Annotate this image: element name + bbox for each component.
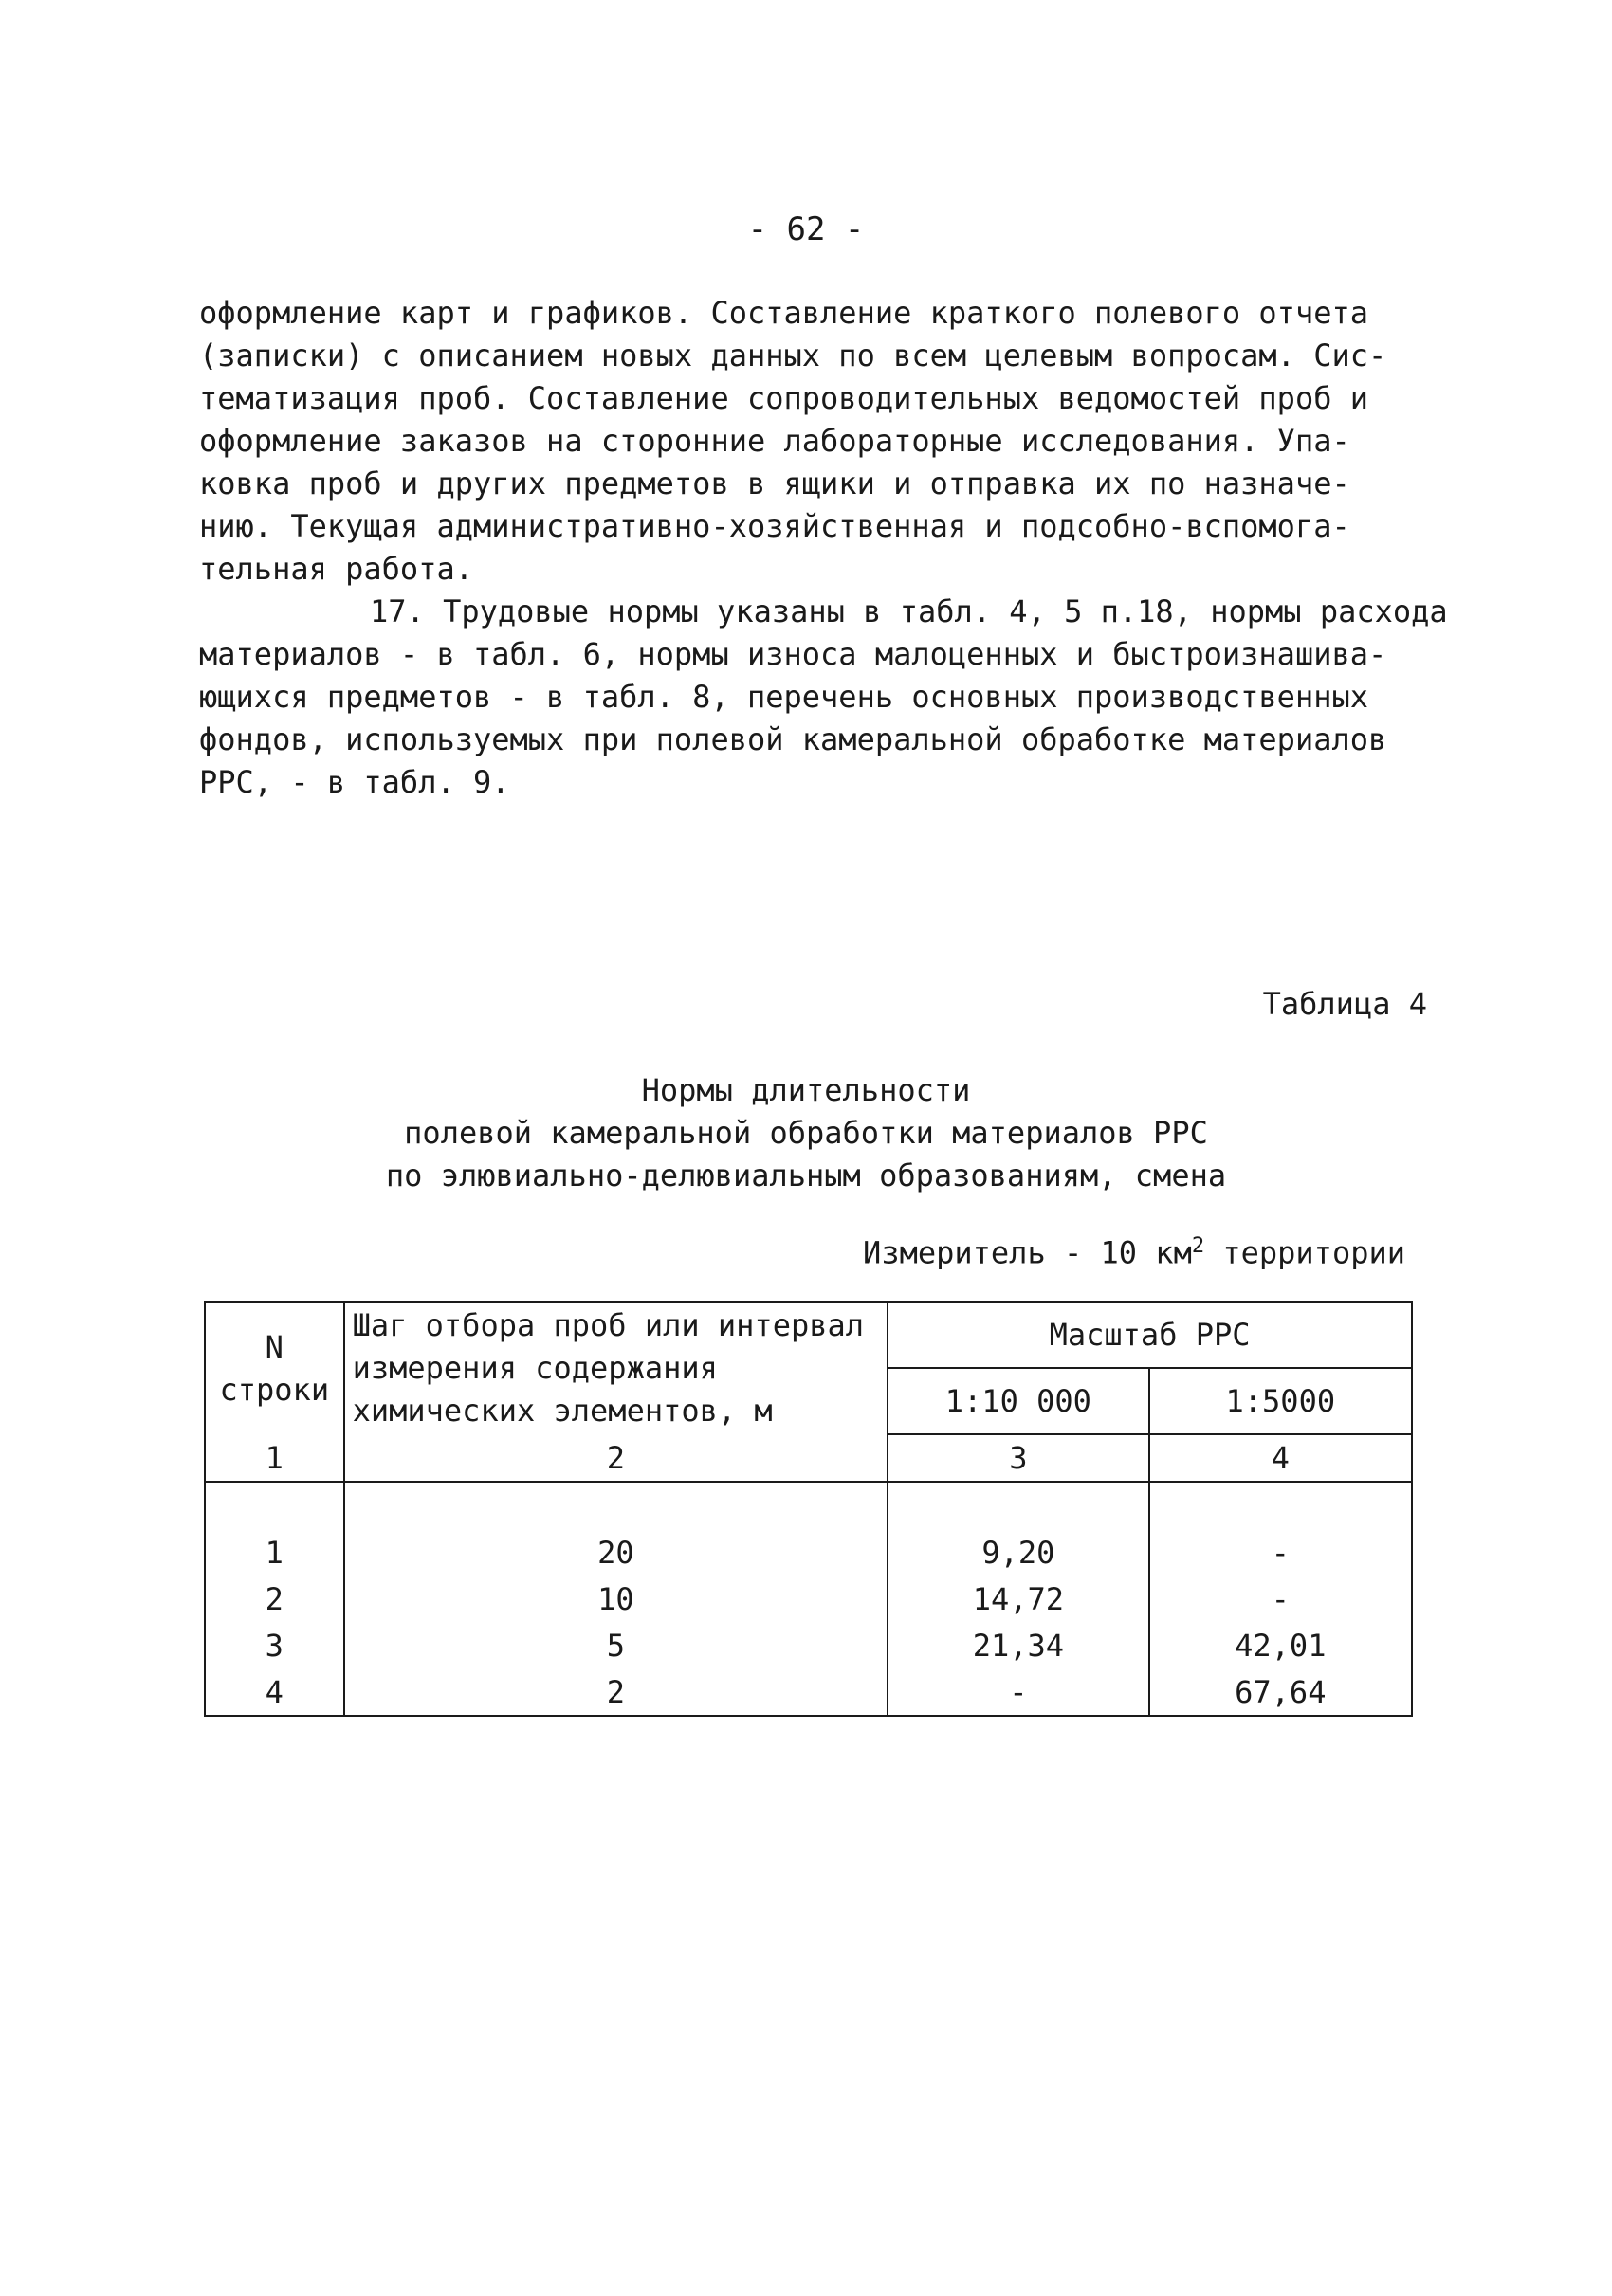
table-label: Таблица 4: [1262, 986, 1427, 1022]
cell-scale-5000: -: [1149, 1576, 1412, 1622]
cell-scale-5000: 42,01: [1149, 1622, 1412, 1668]
column-number: 3: [888, 1434, 1148, 1482]
cell-step: 2: [344, 1668, 888, 1716]
cell-scale-5000: 67,64: [1149, 1668, 1412, 1716]
page-number: - 62 -: [747, 210, 865, 248]
text-line: 17. Трудовые нормы указаны в табл. 4, 5 п.18, нормы расхода: [370, 593, 1448, 629]
header-scale-10000: 1:10 000: [888, 1368, 1148, 1434]
table-title: [0, 1069, 1612, 1197]
text-line: ющихся предметов - в табл. 8, перечень основных производственных: [199, 679, 1368, 715]
text-line: нию. Текущая административно-хозяйственная и подсобно-вспомога-: [199, 508, 1350, 544]
table-row: [205, 1622, 1412, 1668]
cell-step: 20: [344, 1529, 888, 1576]
cell-row-number: 1: [205, 1529, 344, 1576]
cell-step: 5: [344, 1622, 888, 1668]
cell-scale-5000: -: [1149, 1529, 1412, 1576]
table-measure-unit: [863, 1234, 1405, 1271]
text-line: материалов - в табл. 6, нормы износа малоценных и быстроизнашива-: [199, 636, 1387, 672]
table-row: [205, 1576, 1412, 1622]
empty-cell: [888, 1482, 1148, 1529]
body-text-paragraph-2: [199, 591, 1448, 804]
cell-step: 10: [344, 1576, 888, 1622]
cell-scale-10000: -: [888, 1668, 1148, 1716]
cell-scale-10000: 9,20: [888, 1529, 1148, 1576]
cell-scale-10000: 21,34: [888, 1622, 1148, 1668]
text-line: оформление карт и графиков. Составление краткого полевого отчета: [199, 295, 1368, 331]
column-number: 2: [344, 1434, 888, 1482]
cell-row-number: 4: [205, 1668, 344, 1716]
header-scale: Масштаб РРС: [888, 1302, 1412, 1368]
measure-superscript: 2: [1191, 1234, 1205, 1258]
table-spacer-row: [205, 1482, 1412, 1529]
text-line: (записки) с описанием новых данных по всем целевым вопросам. Сис-: [199, 337, 1387, 374]
header-scale-5000: 1:5000: [1149, 1368, 1412, 1434]
empty-cell: [1149, 1482, 1412, 1529]
table-title-line: полевой камеральной обработки материалов РРС: [404, 1115, 1208, 1151]
text-line: фондов, используемых при полевой камеральной обработке материалов: [199, 721, 1387, 757]
text-line: тематизация проб. Составление сопроводительных ведомостей проб и: [199, 380, 1368, 416]
header-sampling-step: Шаг отбора проб или интервал измерения содержания химических элементов, м: [344, 1302, 888, 1434]
table-title-line: по элювиально-делювиальным образованиям, смена: [385, 1157, 1227, 1194]
column-number: 4: [1149, 1434, 1412, 1482]
measure-suffix: территории: [1204, 1234, 1405, 1271]
body-text-paragraph-1: [199, 292, 1432, 591]
column-number: 1: [205, 1434, 344, 1482]
cell-scale-10000: 14,72: [888, 1576, 1148, 1622]
text-line: ковка проб и других предметов в ящики и отправка их по назначе-: [199, 465, 1350, 501]
measure-prefix: Измеритель - 10 км: [863, 1234, 1192, 1271]
text-line: РРС, - в табл. 9.: [199, 764, 510, 800]
table-row: [205, 1529, 1412, 1576]
text-line: оформление заказов на сторонние лабораторные исследования. Упа-: [199, 423, 1350, 459]
empty-cell: [205, 1482, 344, 1529]
header-row-number: N строки: [205, 1302, 344, 1434]
table-row: [205, 1668, 1412, 1716]
empty-cell: [344, 1482, 888, 1529]
cell-row-number: 2: [205, 1576, 344, 1622]
table-title-line: Нормы длительности: [641, 1072, 971, 1108]
text-line: тельная работа.: [199, 551, 473, 587]
cell-row-number: 3: [205, 1622, 344, 1668]
norms-table: [204, 1301, 1413, 1717]
